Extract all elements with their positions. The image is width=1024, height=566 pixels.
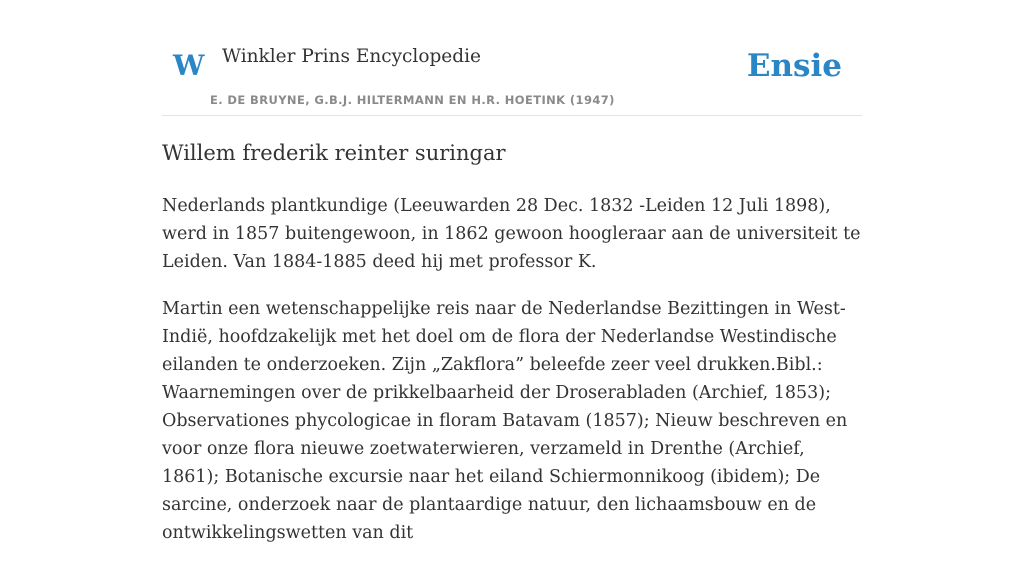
encyclopedia-logo[interactable]: W xyxy=(173,49,205,82)
brand-logo-link[interactable]: Ensie xyxy=(746,48,842,84)
page-container xyxy=(162,0,862,543)
book-authors: E. DE BRUYNE, G.B.J. HILTERMANN EN H.R. HOETINK (1947) xyxy=(210,93,615,107)
book-title[interactable]: Winkler Prins Encyclopedie xyxy=(222,46,481,67)
article-body xyxy=(162,192,862,566)
article-paragraph: Nederlands plantkundige (Leeuwarden 28 Dec. 1832 -Leiden 12 Juli 1898), werd in 1857 buitengewoon, in 1862 gewoon hoogleraar aan de universiteit te Leiden. Van 1884-1885 deed hij met professor K. xyxy=(162,196,861,272)
header xyxy=(162,0,862,116)
article-title: Willem frederik reinter suringar xyxy=(162,141,506,165)
article-paragraph: Martin een wetenschappelijke reis naar de Nederlandse Bezittingen in West-Indië, hoofdzakelijk met het doel om de flora der Nederlandse Westindische eilanden te onderzoeken. Zijn „Zakflora” beleefde zeer veel drukken.Bibl.: Waarnemingen over de prikkelbaarheid der Droserabladen (Archief, 1853); Observationes phycologicae in floram Batavam (1857); Nieuw beschreven en voor onze flora nieuwe zoetwaterwieren, verzameld in Drenthe (Archief, 1861); Botanische excursie naar het eiland Schiermonnikoog (ibidem); De sarcine, onderzoek naar de plantaardige natuur, den lichaamsbouw en de ontwikkelingswetten van dit xyxy=(162,299,848,543)
